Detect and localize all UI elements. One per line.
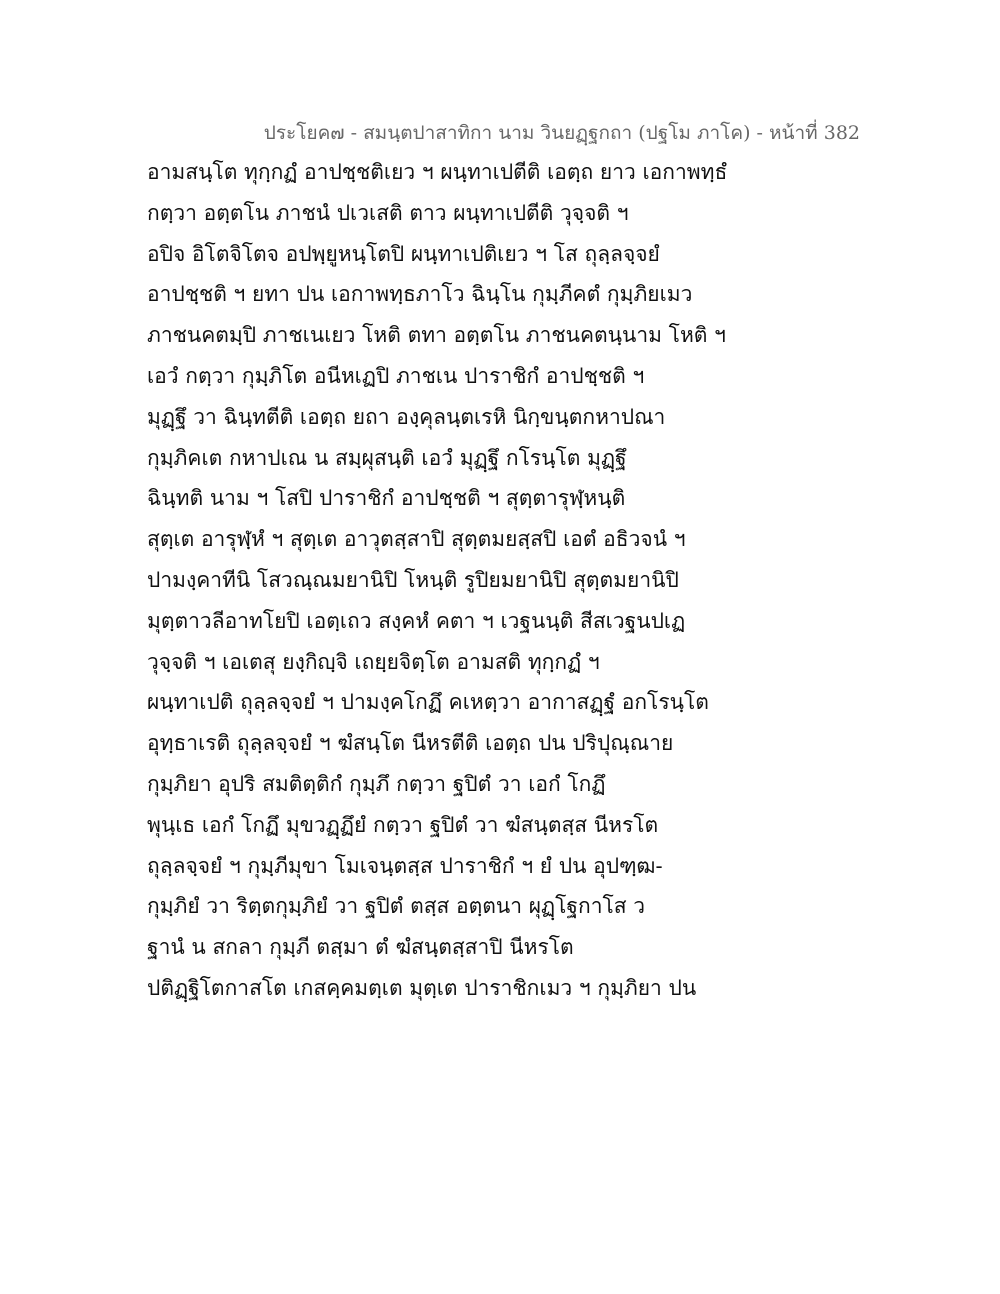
- text-line: มุฏฺฐึ วา ฉินฺทตีติ เอตฺถ ยถา องฺคุลนฺตเรหิ นิกฺขนฺตกหาปณา: [147, 404, 666, 429]
- text-line: อปิจ อิโตจิโตจ อปพฺยูหนฺโตปิ ผนฺทาเปติเยว ฯ โส ถุลฺลจฺจยํ: [147, 241, 660, 266]
- text-line: วุจฺจติ ฯ เอเตสุ ยงฺกิญฺจิ เถยฺยจิตฺโต อามสติ ทุกฺกฏํ ฯ: [147, 649, 600, 674]
- text-line: มุตฺตาวลีอาทโยปิ เอตฺเถว สงฺคหํ คตา ฯ เวฐนนฺติ สีสเวฐนปเฏ: [147, 608, 686, 633]
- text-line: สุตฺเต อารุฬฺหํ ฯ สุตฺเต อาวุตสฺสาปิ สุตฺตมยสฺสปิ เอตํ อธิวจนํ ฯ: [147, 527, 686, 552]
- text-line: ฉินฺทติ นาม ฯ โสปิ ปาราชิกํ อาปชฺชติ ฯ สุตฺตารุฬฺหนฺติ: [147, 486, 626, 511]
- text-line: กุมฺภิยํ วา ริตฺตกุมฺภิยํ วา ฐปิตํ ตสฺส อตฺตนา ผุฏฺโฐกาโส ว: [147, 894, 646, 919]
- text-line: ผนฺทาเปติ ถุลฺลจฺจยํ ฯ ปามงฺคโกฏึ คเหตฺวา อากาสฏฺฐํ อกโรนฺโต: [147, 690, 709, 715]
- text-line: พุนฺเธ เอกํ โกฏึ มุขวฏฺฏึยํ กตฺวา ฐปิตํ วา ฆํสนฺตสฺส นีหรโต: [147, 812, 659, 837]
- text-line: เอวํ กตฺวา กุมฺภิโต อนีหเฏปิ ภาชเน ปาราชิกํ อาปชฺชติ ฯ: [147, 363, 645, 388]
- text-line: ฐานํ น สกลา กุมฺภี ตสฺมา ตํ ฆํสนฺตสฺสาปิ นีหรโต: [147, 935, 574, 960]
- text-line: อาปชฺชติ ฯ ยทา ปน เอกาพทฺธภาโว ฉินฺโน กุมฺภีคตํ กุมฺภิยเมว: [147, 282, 693, 307]
- body-text: [147, 152, 867, 1009]
- text-line: ปามงฺคาทีนิ โสวณฺณมยานิปิ โหนฺติ รูปิยมยานิปิ สุตฺตมยานิปิ: [147, 567, 679, 592]
- text-line: ภาชนคตมฺปิ ภาชเนเยว โหติ ตทา อตฺตโน ภาชนคตนฺนาม โหติ ฯ: [147, 323, 726, 348]
- text-line: ถุลฺลจฺจยํ ฯ กุมฺภีมุขา โมเจนฺตสฺส ปาราชิกํ ฯ ยํ ปน อุปฑฺฒ-: [147, 853, 663, 878]
- text-line: กุมฺภิคเต กหาปเณ น สมฺผุสนฺติ เอวํ มุฏฺฐึ กโรนฺโต มุฏฺฐึ: [147, 445, 627, 470]
- text-line: ปติฏฺฐิโตกาสโต เกสคฺคมตฺเต มุตฺเต ปาราชิกเมว ฯ กุมฺภิยา ปน: [147, 975, 697, 1000]
- text-line: กุมฺภิยา อุปริ สมติตฺติกํ กุมฺภึ กตฺวา ฐปิตํ วา เอกํ โกฏึ: [147, 771, 606, 796]
- text-line: อามสนฺโต ทุกฺกฏํ อาปชฺชติเยว ฯ ผนฺทาเปตีติ เอตฺถ ยาว เอกาพทฺธํ: [147, 160, 728, 184]
- running-header: ประโยค๗ - สมนฺตปาสาทิกา นาม วินยฏฺฐกถา (ปฐโม ภาโค) - หน้าที่ 382: [263, 122, 860, 144]
- text-line: อุทฺธาเรติ ถุลฺลจฺจยํ ฯ ฆํสนฺโต นีหรตีติ เอตฺถ ปน ปริปุณฺณาย: [147, 731, 674, 756]
- text-line: กตฺวา อตฺตโน ภาชนํ ปเวเสติ ตาว ผนฺทาเปตีติ วุจฺจติ ฯ: [147, 200, 629, 225]
